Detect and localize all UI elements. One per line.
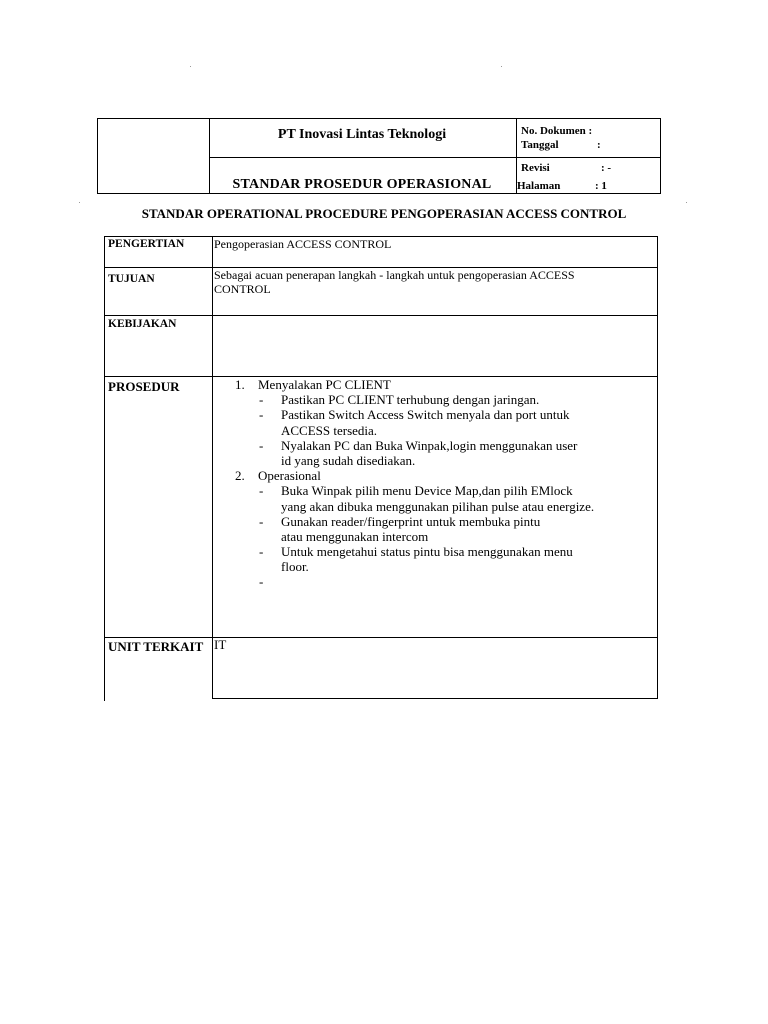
header-divider bbox=[209, 157, 661, 158]
prosedur-list bbox=[235, 377, 655, 590]
tujuan-text-line: CONTROL bbox=[214, 282, 271, 296]
table-border-right bbox=[657, 236, 658, 699]
procedure-item-line bbox=[235, 438, 655, 453]
revision-field bbox=[521, 162, 612, 174]
procedure-item-text: Buka Winpak pilih menu Device Map,dan pilih EMlock bbox=[281, 483, 573, 499]
document-title: STANDAR OPERATIONAL PROCEDURE PENGOPERASIAN ACCESS CONTROL bbox=[141, 206, 627, 221]
page-label: Halaman bbox=[517, 180, 561, 192]
tujuan-label: TUJUAN bbox=[108, 273, 155, 285]
page-value: : 1 bbox=[595, 180, 607, 192]
bullet-dash: - bbox=[259, 513, 264, 529]
procedure-item-text: Untuk mengetahui status pintu bisa menggunakan menu bbox=[281, 544, 573, 560]
step-title: Menyalakan PC CLIENT bbox=[258, 377, 391, 392]
date-sep: : bbox=[597, 139, 601, 151]
table-column-divider bbox=[212, 236, 213, 699]
procedure-item-text: floor. bbox=[281, 559, 309, 575]
pengertian-label: PENGERTIAN bbox=[108, 238, 185, 250]
bullet-dash: - bbox=[259, 437, 264, 453]
table-row-divider bbox=[104, 637, 658, 638]
procedure-item-line bbox=[235, 529, 655, 544]
table-row-divider bbox=[104, 315, 658, 316]
procedure-step bbox=[235, 468, 655, 483]
kebijakan-label: KEBIJAKAN bbox=[108, 318, 177, 330]
prosedur-label: PROSEDUR bbox=[108, 379, 180, 394]
procedure-step bbox=[235, 377, 655, 392]
procedure-item-text: Gunakan reader/fingerprint untuk membuka pintu bbox=[281, 513, 541, 529]
revision-value: : - bbox=[601, 162, 612, 174]
procedure-item-text: atau menggunakan intercom bbox=[281, 528, 429, 544]
procedure-item-text: ACCESS tersedia. bbox=[281, 422, 378, 438]
step-title: Operasional bbox=[258, 468, 321, 484]
bullet-dash: - bbox=[259, 483, 264, 499]
date-field bbox=[521, 139, 601, 151]
step-number: 2. bbox=[235, 468, 245, 484]
tujuan-text-line: Sebagai acuan penerapan langkah - langkah untuk pengoperasian ACCESS bbox=[214, 268, 575, 282]
tujuan-text bbox=[214, 268, 654, 296]
page-field bbox=[517, 180, 607, 192]
doc-number-sep: : bbox=[588, 125, 593, 137]
procedure-item-line bbox=[235, 483, 655, 498]
unit-terkait-text: IT bbox=[214, 637, 227, 652]
table-border-left bbox=[104, 236, 105, 701]
company-name: PT Inovasi Lintas Teknologi bbox=[277, 127, 447, 142]
document-header bbox=[97, 118, 661, 194]
bullet-dash: - bbox=[259, 544, 264, 560]
date-label: Tanggal bbox=[521, 139, 559, 151]
procedure-item-text: id yang sudah disediakan. bbox=[281, 452, 416, 468]
table-border-bottom bbox=[212, 698, 658, 699]
unit-terkait-label: UNIT TERKAIT bbox=[108, 639, 204, 654]
procedure-item-text: yang akan dibuka menggunakan pilihan pulse atau energize. bbox=[281, 498, 595, 514]
procedure-item-text: Pastikan PC CLIENT terhubung dengan jaringan. bbox=[281, 392, 540, 408]
procedure-item-line bbox=[235, 574, 655, 589]
procedure-item-line bbox=[235, 453, 655, 468]
bullet-dash: - bbox=[259, 392, 264, 408]
procedure-item-line bbox=[235, 559, 655, 574]
pengertian-text: Pengoperasian ACCESS CONTROL bbox=[214, 237, 392, 251]
bullet-dash: - bbox=[259, 407, 264, 423]
procedure-item-line bbox=[235, 544, 655, 559]
scan-speck bbox=[79, 202, 80, 203]
procedure-item-line bbox=[235, 499, 655, 514]
procedure-item-line bbox=[235, 392, 655, 407]
scan-speck bbox=[190, 66, 191, 67]
step-number: 1. bbox=[235, 377, 245, 392]
scan-speck bbox=[501, 66, 502, 67]
procedure-item-text: Nyalakan PC dan Buka Winpak,login menggunakan user bbox=[281, 437, 578, 453]
procedure-item-line bbox=[235, 423, 655, 438]
doc-number-label: No. Dokumen bbox=[521, 125, 586, 137]
sop-label: STANDAR PROSEDUR OPERASIONAL bbox=[232, 177, 492, 192]
revision-label: Revisi bbox=[521, 162, 550, 174]
procedure-item-line bbox=[235, 514, 655, 529]
scan-speck bbox=[686, 202, 687, 203]
procedure-item-line bbox=[235, 407, 655, 422]
doc-number-field bbox=[521, 125, 592, 137]
procedure-item-text: Pastikan Switch Access Switch menyala dan port untuk bbox=[281, 407, 570, 423]
bullet-dash: - bbox=[259, 574, 264, 590]
